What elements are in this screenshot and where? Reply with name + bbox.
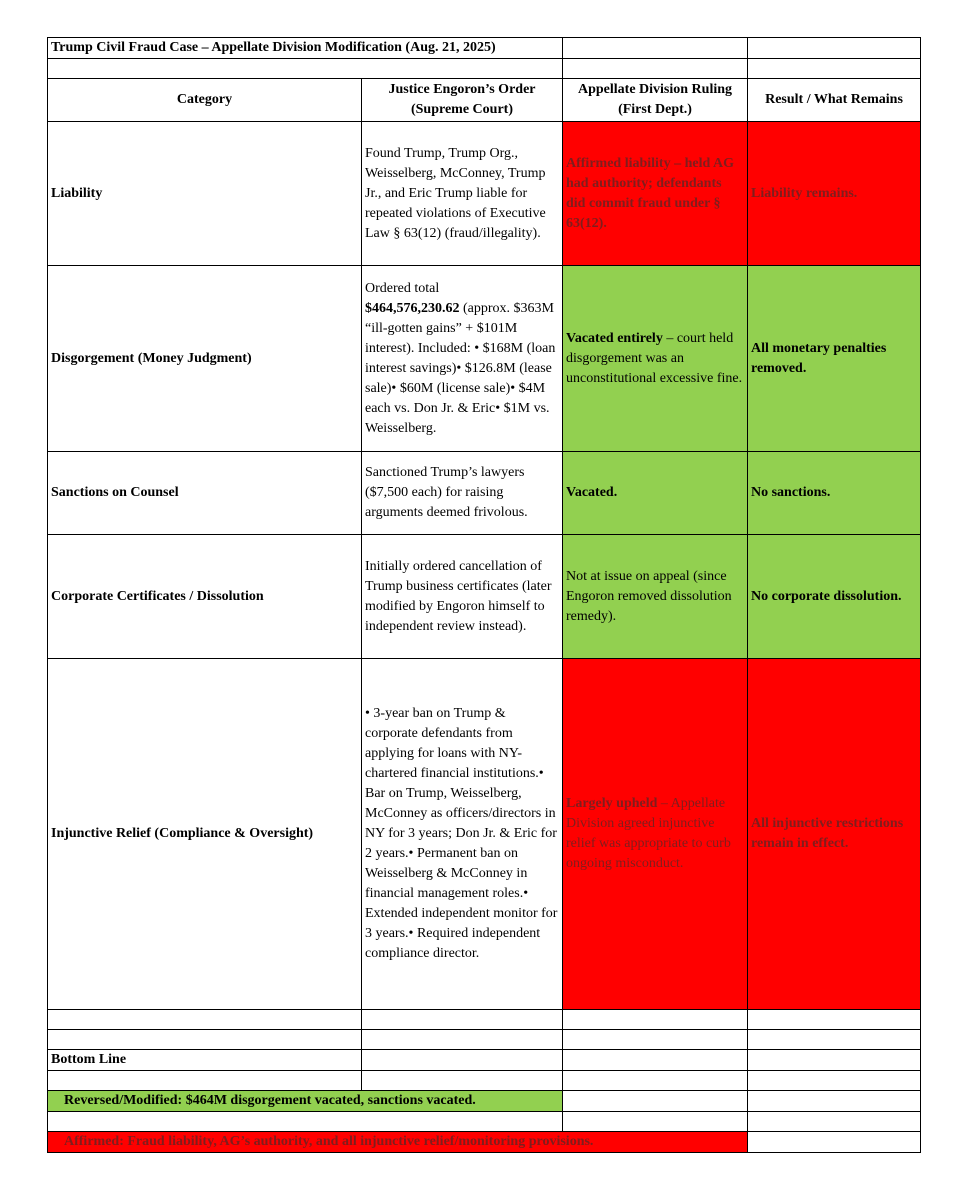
spacer-row: [48, 1112, 921, 1132]
spacer-row: [48, 1071, 921, 1091]
header-appellate: [563, 79, 748, 122]
table-row-sanctions: [48, 452, 921, 535]
bottom-line-label: Bottom Line: [48, 1050, 362, 1071]
engoron-cell: Sanctioned Trump’s lawyers ($7,500 each) for raising arguments deemed frivolous.: [362, 452, 563, 535]
appellate-bold: Vacated entirely: [566, 330, 663, 346]
empty-cell: [748, 1050, 921, 1071]
category-cell: Sanctions on Counsel: [48, 452, 362, 535]
judgment-amount: $464,576,230.62: [365, 300, 460, 316]
empty-cell: [748, 1071, 921, 1091]
appellate-bold: Largely upheld: [566, 796, 658, 811]
engoron-cell: [362, 266, 563, 452]
header-engoron-line2: (Supreme Court): [410, 102, 513, 117]
table-row-injunctive: [48, 659, 921, 1010]
header-result: Result / What Remains: [748, 79, 921, 122]
table-row-disgorgement: [48, 266, 921, 452]
appellate-rest: – court held disgorgement was an unconstitutional excessive fine.: [566, 330, 743, 386]
spacer-row: [48, 59, 921, 79]
empty-cell: [563, 1030, 748, 1050]
empty-cell: [748, 1112, 921, 1132]
category-cell: Disgorgement (Money Judgment): [48, 266, 362, 452]
affirmed-row: [48, 1132, 921, 1153]
empty-cell: [48, 59, 563, 79]
category-cell: Corporate Certificates / Dissolution: [48, 535, 362, 659]
ruling-table: [47, 37, 921, 1153]
header-category: Category: [48, 79, 362, 122]
appellate-rest: – Appellate Division agreed injunctive relief was appropriate to curb ongoing misconduct.: [566, 796, 731, 871]
header-row: [48, 79, 921, 122]
empty-cell: [362, 1030, 563, 1050]
appellate-cell: Vacated.: [563, 452, 748, 535]
result-cell: Liability remains.: [748, 122, 921, 266]
engoron-cell: Initially ordered cancellation of Trump business certificates (later modified by Engoron himself to independent review instead).: [362, 535, 563, 659]
spacer-row: [48, 1030, 921, 1050]
engoron-text: corporate defendants from applying for loans with NY-chartered financial institutions.• Bar on Trump, Weisselberg, McConney as officers/directors in NY for 3 years; Don Jr. & Eric for 2 years.• Permanent ban on Weisselberg & McConney in financial management roles.• Extended independent monitor for 3 years.• Required independent compliance director.: [365, 726, 558, 961]
empty-cell: [362, 1050, 563, 1071]
appellate-cell: [563, 266, 748, 452]
empty-cell: [748, 59, 921, 79]
reversed-summary: Reversed/Modified: $464M disgorgement vacated, sanctions vacated.: [48, 1091, 563, 1112]
empty-cell: [748, 1091, 921, 1112]
empty-cell: [748, 1010, 921, 1030]
header-appellate-line2: (First Dept.): [618, 102, 692, 117]
bottom-line-row: [48, 1050, 921, 1071]
table-row-corporate: [48, 535, 921, 659]
spacer-row: [48, 1010, 921, 1030]
category-cell: Injunctive Relief (Compliance & Oversight): [48, 659, 362, 1010]
result-cell: No sanctions.: [748, 452, 921, 535]
engoron-lead: • 3-year ban on Trump &: [365, 706, 506, 721]
title-row: [48, 38, 921, 59]
result-cell: All injunctive restrictions remain in effect.: [748, 659, 921, 1010]
table-row-liability: [48, 122, 921, 266]
empty-cell: [362, 1010, 563, 1030]
engoron-cell: [362, 659, 563, 1010]
empty-cell: [563, 1091, 748, 1112]
appellate-cell: Affirmed liability – held AG had authority; defendants did commit fraud under § 63(12).: [563, 122, 748, 266]
empty-cell: [748, 38, 921, 59]
engoron-text-post: (approx. $363M “ill-gotten gains” + $101M interest). Included: • $168M (loan interest savings)• $126.8M (lease sale)• $60M (license sale)• $4M each vs. Don Jr. & Eric• $1M vs. Weisselberg.: [365, 300, 556, 436]
engoron-text-pre: Ordered total: [365, 280, 440, 296]
empty-cell: [563, 1071, 748, 1091]
appellate-cell: Not at issue on appeal (since Engoron removed dissolution remedy).: [563, 535, 748, 659]
empty-cell: [563, 38, 748, 59]
empty-cell: [748, 1132, 921, 1153]
empty-cell: [48, 1112, 563, 1132]
header-engoron-line1: Justice Engoron’s Order: [388, 82, 536, 97]
empty-cell: [48, 1030, 362, 1050]
header-engoron: [362, 79, 563, 122]
engoron-cell: Found Trump, Trump Org., Weisselberg, McConney, Trump Jr., and Eric Trump liable for repeated violations of Executive Law § 63(12) (fraud/illegality).: [362, 122, 563, 266]
empty-cell: [563, 1050, 748, 1071]
sheet-title: Trump Civil Fraud Case – Appellate Division Modification (Aug. 21, 2025): [48, 38, 563, 59]
affirmed-summary: Affirmed: Fraud liability, AG’s authority, and all injunctive relief/monitoring provisions.: [48, 1132, 748, 1153]
empty-cell: [563, 1112, 748, 1132]
result-cell: All monetary penalties removed.: [748, 266, 921, 452]
category-cell: Liability: [48, 122, 362, 266]
empty-cell: [563, 59, 748, 79]
empty-cell: [48, 1010, 362, 1030]
appellate-cell: [563, 659, 748, 1010]
empty-cell: [48, 1071, 362, 1091]
empty-cell: [748, 1030, 921, 1050]
reversed-row: [48, 1091, 921, 1112]
header-appellate-line1: Appellate Division Ruling: [577, 82, 733, 97]
empty-cell: [563, 1010, 748, 1030]
empty-cell: [362, 1071, 563, 1091]
result-cell: No corporate dissolution.: [748, 535, 921, 659]
